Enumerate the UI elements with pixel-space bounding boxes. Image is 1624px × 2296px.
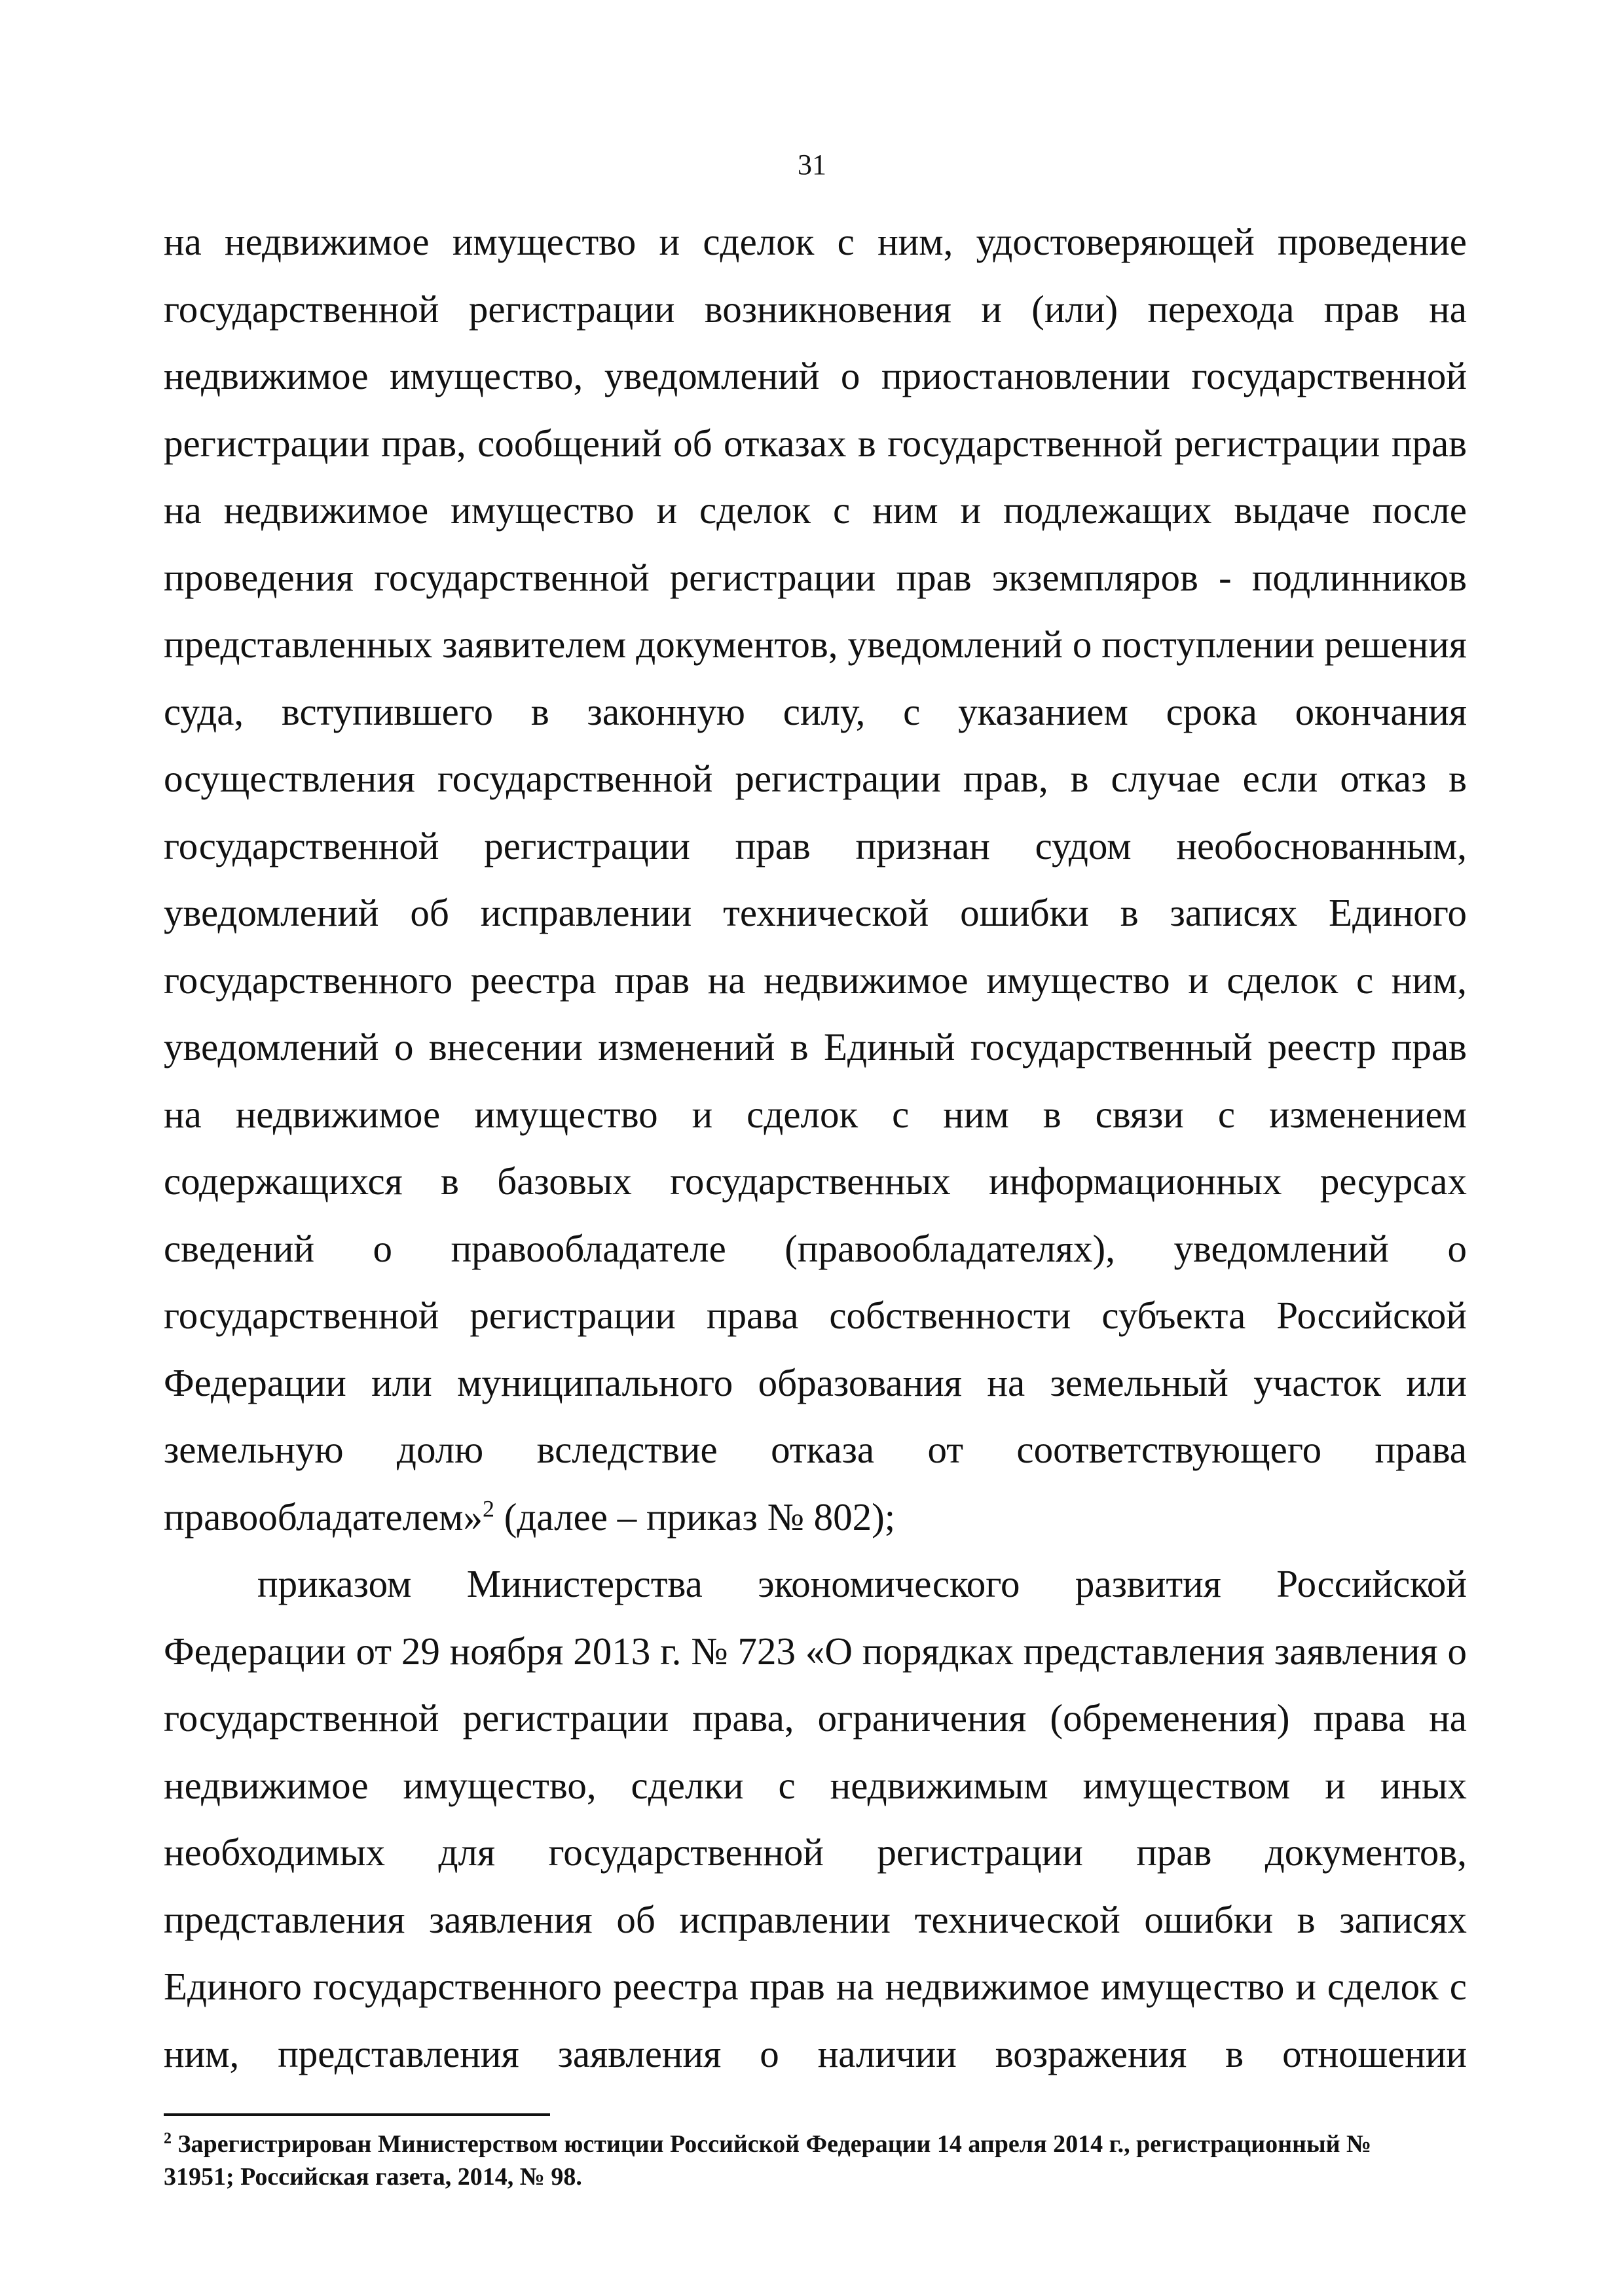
footnote-number: 2 xyxy=(164,2130,172,2147)
footnote-divider xyxy=(164,2113,550,2116)
paragraph-text: приказом Министерства экономического развития Российской Федерации от 29 ноября 2013 г. № 723 «О порядках представления заявления о государственной регистрации права, ограничения (обременения) права на недвижимое имущество, сделки с недвижимым имуществом и иных необходимых для государственной регистрации прав документов, представления заявления об исправлении технической ошибки в записях Единого государственного реестра прав на недвижимое имущество и сделок с ним, представления заявления о наличии возражения в отношении xyxy=(164,1562,1467,2075)
paragraph xyxy=(164,1550,1467,2087)
paragraph xyxy=(164,208,1467,1550)
footnote-text xyxy=(164,2128,1395,2193)
footnote-reference: 2 xyxy=(483,1495,495,1522)
footnote xyxy=(164,2128,1395,2193)
footnote-content: Зарегистрирован Министерством юстиции Российской Федерации 14 апреля 2014 г., регистрационный № 31951; Российская газета, 2014, № 98. xyxy=(164,2130,1372,2191)
paragraph-text-tail: (далее – приказ № 802); xyxy=(494,1495,896,1539)
body-text xyxy=(164,208,1467,2087)
page-number: 31 xyxy=(798,149,826,181)
paragraph-text: на недвижимое имущество и сделок с ним, удостоверяющей проведение государственной регистрации возникновения и (или) перехода прав на недвижимое имущество, уведомлений о приостановлении государственной регистрации прав, сообщений об отказах в государственной регистрации прав на недвижимое имущество и сделок с ним и подлежащих выдаче после проведения государственной регистрации прав экземпляров - подлинников представленных заявителем документов, уведомлений о поступлении решения суда, вступившего в законную силу, с указанием срока окончания осуществления государственной регистрации прав, в случае если отказ в государственной регистрации прав признан судом необоснованным, уведомлений об исправлении технической ошибки в записях Единого государственного реестра прав на недвижимое имущество и сделок с ним, уведомлений о внесении изменений в Единый государственный реестр прав на недвижимое имущество и сделок с ним в связи с изменением содержащихся в базовых государственных информационных ресурсах сведений о правообладателе (правообладателях), уведомлений о государственной регистрации права собственности субъекта Российской Федерации или муниципального образования на земельный участок или земельную долю вследствие отказа от соответствующего права правообладателем» xyxy=(164,220,1467,1539)
